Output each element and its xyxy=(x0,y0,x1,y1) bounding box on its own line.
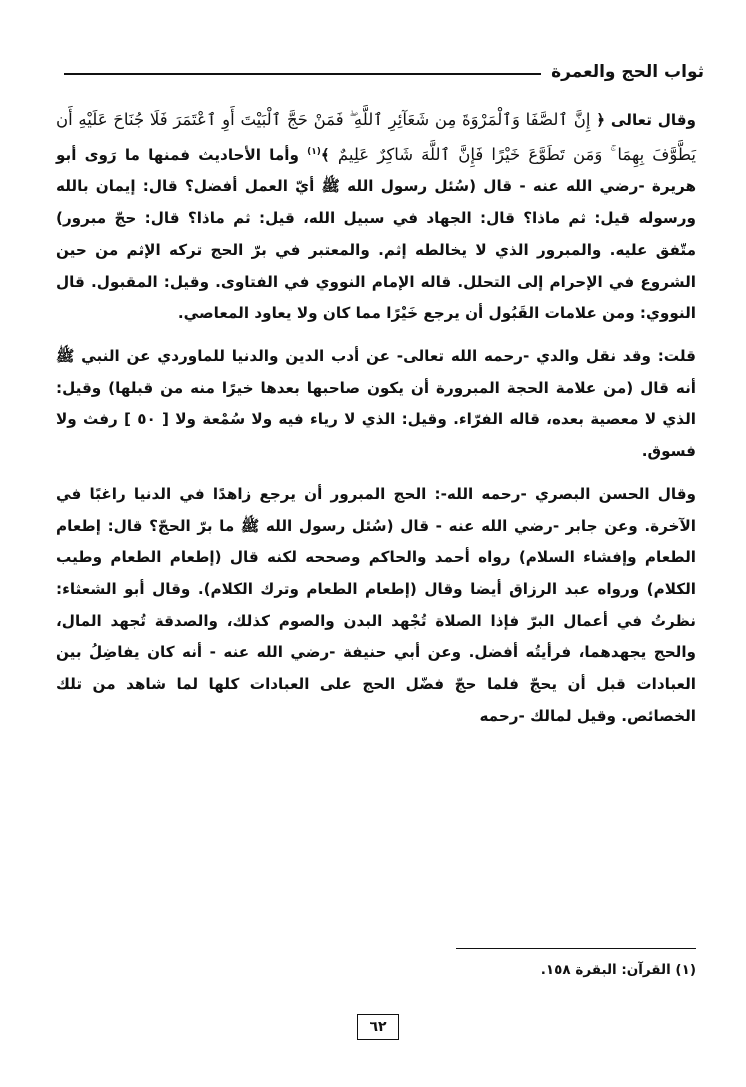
header-rule xyxy=(64,73,541,75)
running-title: ثواب الحج والعمرة xyxy=(551,62,704,82)
paragraph-1-close: ﴾ xyxy=(320,145,330,164)
quran-verse: إِنَّ ٱلصَّفَا وَٱلْمَرْوَةَ مِن شَعَآئِرِ ٱللَّهِ ۖ فَمَنْ حَجَّ ٱلْبَيْتَ أَوِ ٱعْتَمَرَ فَلَا جُنَاحَ عَلَيْهِ أَن يَطَّوَّفَ بِهِمَا ۚ وَمَن تَطَوَّعَ خَيْرًا فَإِنَّ ٱللَّهَ شَاكِرٌ عَلِيمٌ xyxy=(56,110,697,164)
paragraph-1 xyxy=(56,104,696,330)
footnote: (١) القرآن: البقرة ١٥٨. xyxy=(540,962,696,978)
page-number: ٦٢ xyxy=(357,1014,399,1040)
running-header xyxy=(64,58,704,86)
footnote-rule xyxy=(456,948,696,949)
paragraph-2: قلت: وقد نقل والدي -رحمه الله تعالى- عن أدب الدين والدنيا للماوردي عن النبي ﷺ أنه قال (من علامة الحجة المبرورة أن يكون صاحبها بعدها خيرًا منه من قبلها) وقيل: الذي لا معصية بعده، قاله الفرّاء. وقيل: الذي لا رياء فيه ولا سُمْعة ولا [ ٥٠ ] رفث ولا فسوق. xyxy=(56,346,696,461)
paragraph-1-lead: وقال تعالى ﴿ xyxy=(596,111,696,129)
paragraph-3: وقال الحسن البصري -رحمه الله-: الحج المبرور أن يرجع زاهدًا في الدنيا راغبًا في الآخرة. وعن جابر -رضي الله عنه - قال (سُئل رسول الله ﷺ ما برّ الحجّ؟ قال: إطعام الطعام وإفشاء السلام) رواه أحمد والحاكم وصححه لكنه قال (إطعام الطعام وطيب الكلام) ورواه عبد الرزاق أيضا وقال (إطعام الطعام وترك الكلام). وقال أبو الشعثاء: نظرتُ في أعمال البرّ فإذا الصلاة تُجْهد البدن والصوم كذلك، والصدقة تُجهد المال، والحج يجهدهما، فرأيتُه أفضل. وعن أبي حنيفة -رضي الله عنه - أنه كان يفاضِلُ بين العبادات قبل أن يحجّ فلما حجّ فضّل الحج على العبادات كلها لما شاهد من تلك الخصائص. وقيل لمالك -رحمه xyxy=(56,484,696,725)
footnote-reference: (١) xyxy=(307,146,321,157)
body-text xyxy=(56,104,696,743)
paragraph-1-tail: وأما الأحاديث فمنها ما رَوى أبو هريرة -رضي الله عنه - قال (سُئل رسول الله ﷺ أيّ العمل أفضل؟ قال: إيمان بالله ورسوله قيل: ثم ماذا؟ قال: الجهاد في سبيل الله، قيل: ثم ماذا؟ قال: حجّ مبرور) متّفق عليه. والمبرور الذي لا يخالطه إثم. والمعتبر في برّ الحج تركه الإثم من حين الشروع في الإحرام إلى التحلل. قاله الإمام النووي في الفتاوى. وقيل: المقبول. قال النووي: ومن علامات القَبُول أن يرجع خَيْرًا مما كان ولا يعاود المعاصي. xyxy=(56,145,696,323)
